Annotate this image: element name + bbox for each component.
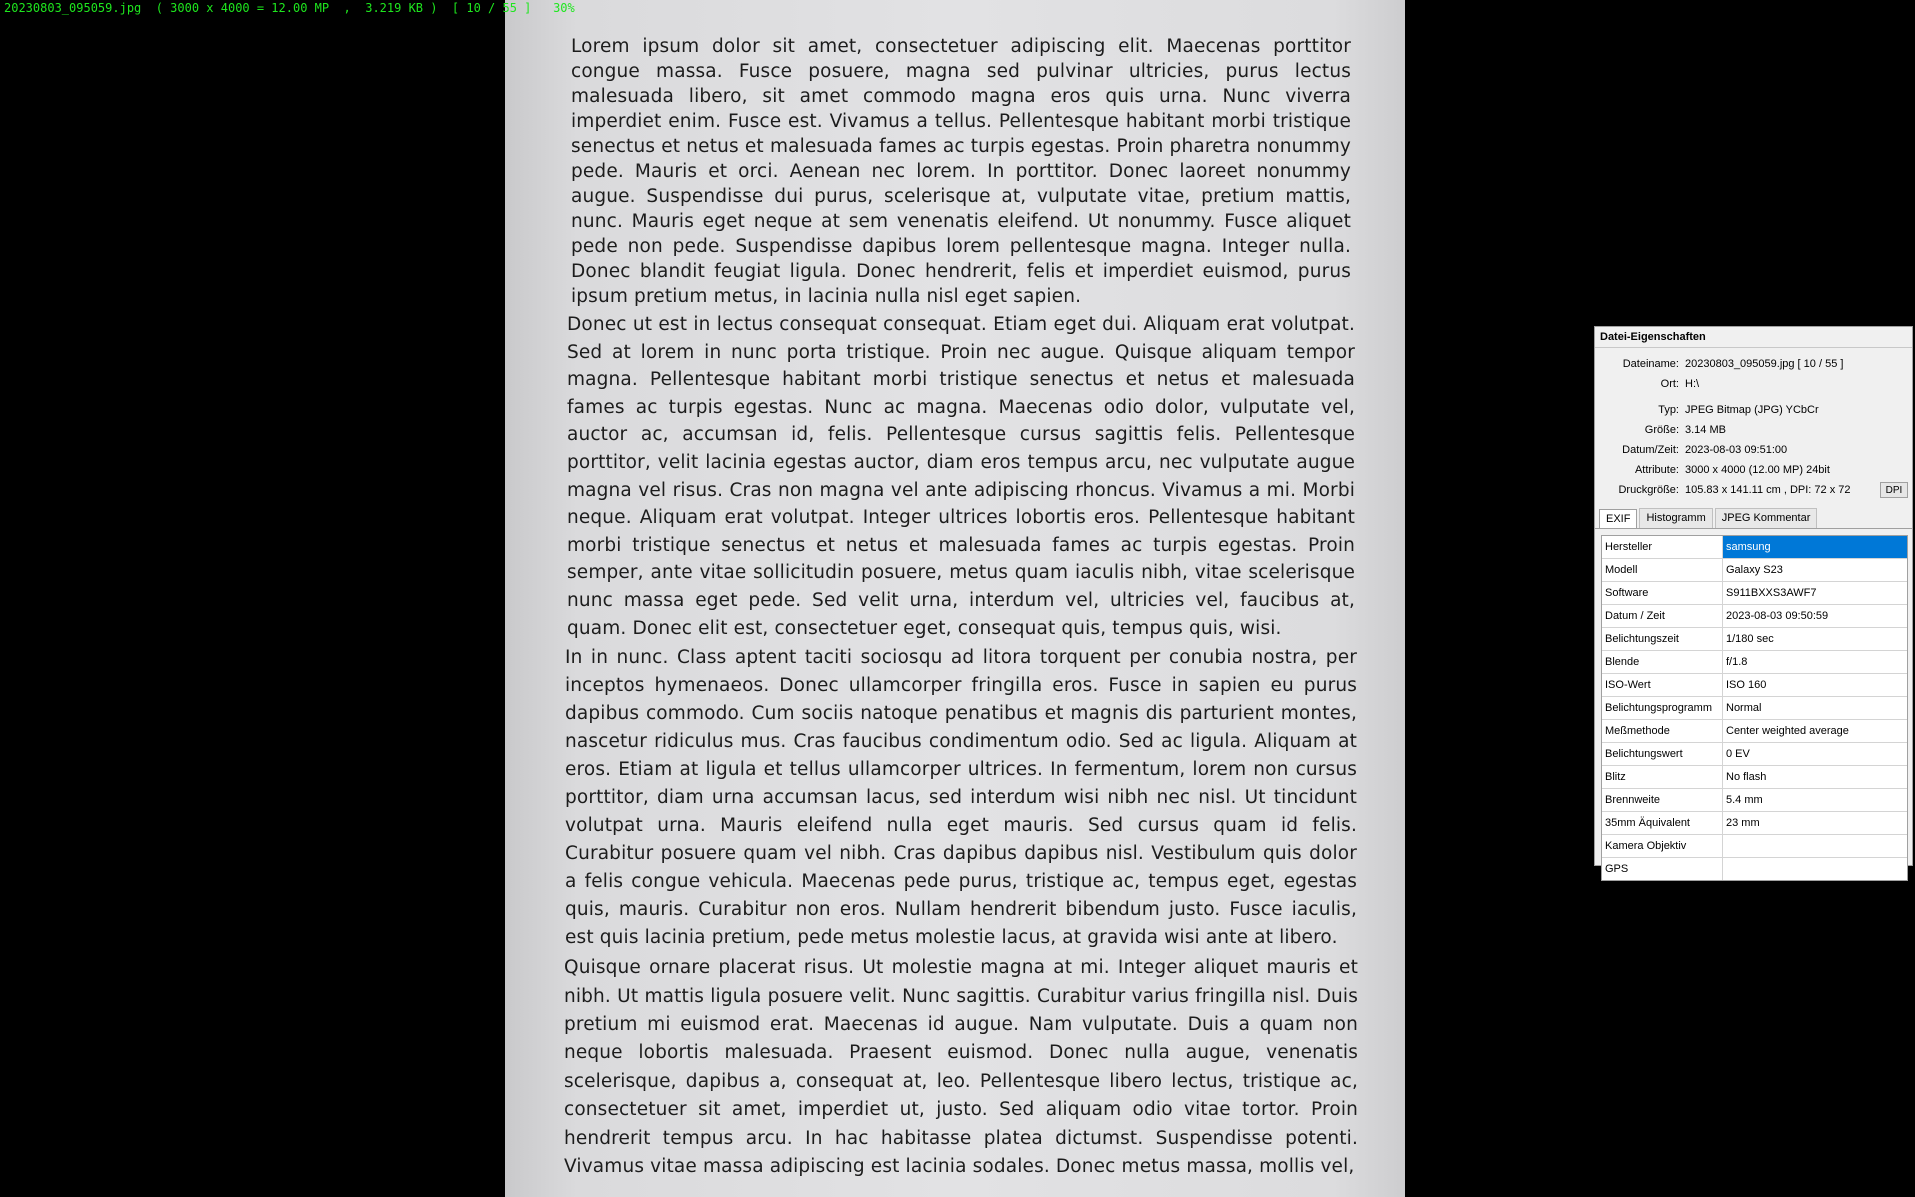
exif-row-iso[interactable]: ISO-Wert ISO 160: [1602, 674, 1907, 697]
exif-row-aperture[interactable]: Blende f/1.8: [1602, 651, 1907, 674]
prop-size: Größe: 3.14 MB: [1644, 424, 1726, 436]
exif-row-35mm-equivalent[interactable]: 35mm Äquivalent 23 mm: [1602, 812, 1907, 835]
paragraph-4: Quisque ornare placerat risus. Ut molestie magna at mi. Integer aliquet mauris et nibh. Ut mattis ligula posuere velit. Nunc sagittis. Curabitur varius fringilla nisl. Duis pretium mi euismod erat. Maecenas id augue. Nam vulputate. Duis a quam non neque lobortis malesuada. Praesent euismod. Donec nulla augue, venenatis scelerisque, dapibus a, consequat at, leo. Pellentesque libero lectus, tristique ac, consectetuer sit amet, imperdiet ut, justo. Sed aliquam odio vitae tortor. Proin hendrerit tempus arcu. In hac habitasse platea dictumst. Suspendisse potenti. Vivamus vitae massa adipiscing est lacinia sodales. Donec metus massa, mollis vel,: [564, 957, 1358, 1177]
properties-tabs: [1595, 508, 1912, 529]
exif-row-exposure-time[interactable]: Belichtungszeit 1/180 sec: [1602, 628, 1907, 651]
exif-row-gps[interactable]: GPS: [1602, 858, 1907, 880]
exif-row-datetime[interactable]: Datum / Zeit 2023-08-03 09:50:59: [1602, 605, 1907, 628]
exif-row-focal-length[interactable]: Brennweite 5.4 mm: [1602, 789, 1907, 812]
tab-exif[interactable]: EXIF: [1599, 509, 1637, 528]
exif-row-software[interactable]: Software S911BXXS3AWF7: [1602, 582, 1907, 605]
document-text: [564, 34, 1358, 1183]
prop-filename: Dateiname: 20230803_095059.jpg [ 10 / 55 ]: [1622, 358, 1844, 370]
paragraph-2: Donec ut est in lectus consequat consequat. Etiam eget dui. Aliquam erat volutpat. Sed at lorem in nunc porta tristique. Proin nec augue. Quisque aliquam tempor magna. Pellentesque habitant morbi tristique senectus et netus et malesuada fames ac turpis egestas. Nunc ac magna. Maecenas odio dolor, vulputate vel, auctor ac, accumsan id, felis. Pellentesque cursus sagittis felis. Pellentesque porttitor, velit lacinia egestas auctor, diam eros tempus arcu, nec vulputate augue magna vel risus. Cras non magna vel ante adipiscing rhoncus. Vivamus a mi. Morbi neque. Aliquam erat volutpat. Integer ultrices lobortis eros. Pellentesque habitant morbi tristique senectus et netus et malesuada fames ac turpis egestas. Proin semper, ante vitae sollicitudin posuere, metus quam iaculis nibh, vitae scelerisque nunc massa eget pede. Sed velit urna, interdum vel, ultricies vel, faucibus at, quam. Donec elit est, consectetuer eget, consequat quis, tempus quis, wisi.: [567, 314, 1355, 639]
prop-type: Typ: JPEG Bitmap (JPG) YCbCr: [1658, 404, 1819, 416]
prop-attributes: Attribute: 3000 x 4000 (12.00 MP) 24bit: [1634, 464, 1830, 476]
panel-title: Datei-Eigenschaften: [1595, 327, 1912, 348]
exif-row-lens[interactable]: Kamera Objektiv: [1602, 835, 1907, 858]
dpi-button[interactable]: DPI: [1880, 482, 1908, 498]
paragraph-1: Lorem ipsum dolor sit amet, consectetuer adipiscing elit. Maecenas porttitor congue massa. Fusce posuere, magna sed pulvinar ultricies, purus lectus malesuada libero, sit amet commodo magna eros quis urna. Nunc viverra imperdiet enim. Fusce est. Vivamus a tellus. Pellentesque habitant morbi tristique senectus et netus et malesuada fames ac turpis egestas. Proin pharetra nonummy pede. Mauris et orci. Aenean nec lorem. In porttitor. Donec laoreet nonummy augue. Suspendisse dui purus, scelerisque at, vulputate vitae, pretium mattis, nunc. Mauris eget neque at sem venenatis eleifend. Ut nonummy. Fusce aliquet pede non pede. Suspendisse dapibus lorem pellentesque magna. Integer nulla. Donec blandit feugiat ligula. Donec hendrerit, felis et imperdiet euismod, purus ipsum pretium metus, in lacinia nulla nisl eget sapien.: [571, 36, 1351, 307]
prop-printsize: Druckgröße: 105.83 x 141.11 cm , DPI: 72 x 72 DPI: [1595, 480, 1912, 500]
exif-row-flash[interactable]: Blitz No flash: [1602, 766, 1907, 789]
tab-jpeg-comment[interactable]: JPEG Kommentar: [1715, 508, 1818, 528]
exif-row-exposure-value[interactable]: Belichtungswert 0 EV: [1602, 743, 1907, 766]
exif-row-manufacturer[interactable]: Hersteller samsung: [1602, 536, 1907, 559]
exif-row-model[interactable]: Modell Galaxy S23: [1602, 559, 1907, 582]
prop-datetime: Datum/Zeit: 2023-08-03 09:51:00: [1622, 444, 1788, 456]
tab-histogram[interactable]: Histogramm: [1639, 508, 1712, 528]
status-overlay: 20230803_095059.jpg ( 3000 x 4000 = 12.00 MP , 3.219 KB ) [ 10 / 55 ] 30%: [4, 1, 575, 15]
exif-row-metering[interactable]: Meßmethode Center weighted average: [1602, 720, 1907, 743]
exif-table: [1601, 535, 1908, 881]
photo-canvas[interactable]: [505, 0, 1405, 1197]
prop-location: Ort: H:\: [1660, 378, 1700, 390]
file-properties-panel: [1594, 326, 1913, 875]
exif-row-exposure-program[interactable]: Belichtungsprogramm Normal: [1602, 697, 1907, 720]
paragraph-3: In in nunc. Class aptent taciti sociosqu ad litora torquent per conubia nostra, per inceptos hymenaeos. Donec ullamcorper fringilla eros. Fusce in sapien eu purus dapibus commodo. Cum sociis natoque penatibus et magnis dis parturient montes, nascetur ridiculus mus. Cras faucibus condimentum odio. Sed ac ligula. Aliquam at eros. Etiam at ligula et tellus ullamcorper ultrices. In fermentum, lorem non cursus porttitor, diam urna accumsan lacus, sed interdum wisi nibh nec nisl. Ut tincidunt volutpat urna. Mauris eleifend nulla eget mauris. Sed cursus quam id felis. Curabitur posuere quam vel nibh. Cras dapibus dapibus nisl. Vestibulum quis dolor a felis congue vehicula. Maecenas pede purus, tristique ac, tempus eget, egestas quis, mauris. Curabitur non eros. Nullam hendrerit bibendum justo. Fusce iaculis, est quis lacinia pretium, pede metus molestie lacus, at gravida wisi ante at libero.: [565, 647, 1357, 949]
